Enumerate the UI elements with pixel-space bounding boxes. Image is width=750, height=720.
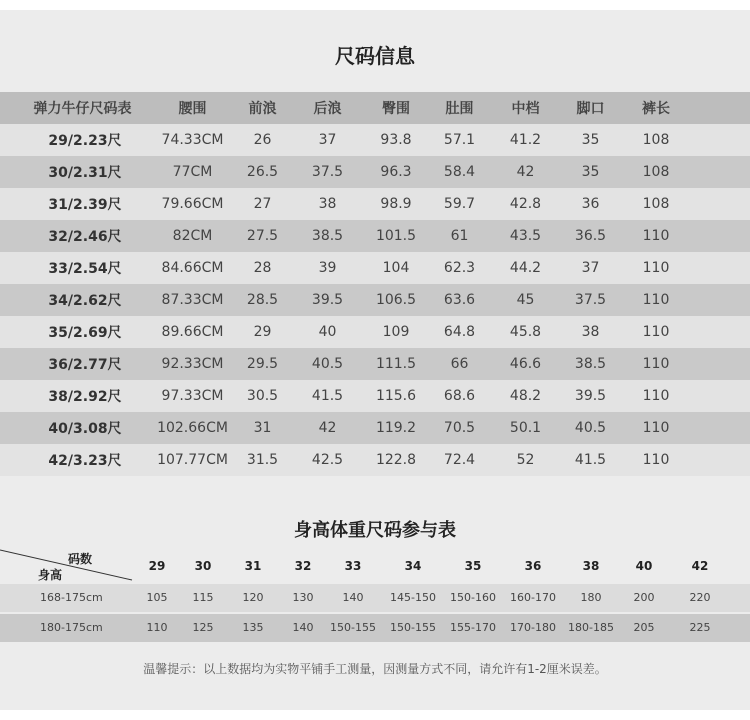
size-column-header: 31	[244, 559, 262, 573]
weight-cell: 145-150	[390, 591, 436, 604]
size-column-header: 36	[524, 559, 542, 573]
measurement-cell: 111.5	[375, 356, 417, 372]
measurement-cell: 29	[253, 324, 272, 340]
measurement-cell: 36	[581, 196, 600, 212]
measurement-cell: 104	[382, 260, 410, 276]
measurement-cell: 106.5	[375, 292, 417, 308]
measurement-cell: 109	[382, 324, 410, 340]
weight-cell: 130	[292, 591, 314, 604]
size-column-header: 34	[404, 559, 422, 573]
measurement-cell: 62.3	[443, 260, 476, 276]
measurement-cell: 38.5	[574, 356, 607, 372]
measurement-cell: 110	[642, 420, 670, 436]
size-column-header: 42	[691, 559, 709, 573]
size-row	[0, 380, 750, 412]
weight-cell: 200	[633, 591, 655, 604]
measurement-cell: 108	[642, 132, 670, 148]
measurement-cell: 68.6	[443, 388, 476, 404]
measurement-cell: 43.5	[509, 228, 542, 244]
measurement-cell: 82CM	[172, 228, 213, 244]
size-label-cell: 38/2.92尺	[48, 389, 122, 405]
measurement-cell: 38	[318, 196, 337, 212]
height-weight-body	[0, 584, 750, 642]
measurement-cell: 46.6	[509, 356, 542, 372]
size-label-cell: 35/2.69尺	[48, 325, 122, 341]
size-column-header: 29	[148, 559, 166, 573]
measurement-cell: 108	[642, 196, 670, 212]
measurement-cell: 101.5	[375, 228, 417, 244]
size-label-cell: 40/3.08尺	[48, 421, 122, 437]
measurement-cell: 38	[581, 324, 600, 340]
measurement-cell: 42	[318, 420, 337, 436]
measurement-cell: 66	[450, 356, 469, 372]
weight-cell: 150-160	[450, 591, 496, 604]
measurement-cell: 92.33CM	[161, 356, 224, 372]
size-row	[0, 188, 750, 220]
size-label-cell: 31/2.39尺	[48, 197, 122, 213]
measurement-cell: 42.5	[311, 452, 344, 468]
weight-cell: 150-155	[330, 621, 376, 634]
measurement-cell: 122.8	[375, 452, 417, 468]
corner-label-height: 身高	[38, 568, 63, 582]
weight-cell: 140	[342, 591, 364, 604]
measurement-cell: 74.33CM	[161, 132, 224, 148]
measurement-cell: 110	[642, 260, 670, 276]
measurement-cell: 77CM	[172, 164, 213, 180]
size-column-header: 40	[635, 559, 653, 573]
measurement-cell: 41.5	[311, 388, 344, 404]
size-label-cell: 32/2.46尺	[48, 229, 122, 245]
measurement-cell: 108	[642, 164, 670, 180]
header-cell: 肚围	[445, 101, 474, 117]
measurement-cell: 37	[581, 260, 600, 276]
measurement-cell: 39	[318, 260, 337, 276]
corner-label-size: 码数	[68, 552, 93, 566]
height-label-cell: 168-175cm	[40, 591, 103, 604]
measurement-cell: 110	[642, 452, 670, 468]
weight-cell: 180-185	[568, 621, 614, 634]
weight-cell: 125	[192, 621, 214, 634]
height-row	[0, 614, 750, 642]
size-column-header: 33	[344, 559, 362, 573]
measurement-cell: 63.6	[443, 292, 476, 308]
weight-cell: 105	[146, 591, 168, 604]
size-table-body	[0, 124, 750, 476]
measurement-cell: 37	[318, 132, 337, 148]
measurement-cell: 87.33CM	[161, 292, 224, 308]
measurement-cell: 57.1	[443, 132, 476, 148]
measurement-cell: 50.1	[509, 420, 542, 436]
size-column-header: 38	[582, 559, 600, 573]
height-label-cell: 180-175cm	[40, 621, 103, 634]
weight-cell: 110	[146, 621, 168, 634]
size-row	[0, 444, 750, 476]
measurement-cell: 107.77CM	[157, 452, 228, 468]
measurement-cell: 28	[253, 260, 272, 276]
size-column-header: 30	[194, 559, 212, 573]
header-cell: 后浪	[313, 101, 342, 117]
measurement-cell: 27	[253, 196, 272, 212]
size-row	[0, 124, 750, 156]
size-row	[0, 156, 750, 188]
size-label-cell: 36/2.77尺	[48, 357, 122, 373]
measurement-cell: 38.5	[311, 228, 344, 244]
weight-cell: 160-170	[510, 591, 556, 604]
measurement-cell: 45	[516, 292, 535, 308]
size-info-title: 尺码信息	[335, 44, 415, 68]
measurement-cell: 41.5	[574, 452, 607, 468]
header-cell: 腰围	[178, 101, 207, 117]
weight-cell: 140	[292, 621, 314, 634]
measurement-cell: 27.5	[246, 228, 279, 244]
size-label-cell: 33/2.54尺	[48, 261, 122, 277]
weight-cell: 170-180	[510, 621, 556, 634]
measurement-cell: 36.5	[574, 228, 607, 244]
measurement-cell: 110	[642, 356, 670, 372]
measurement-cell: 44.2	[509, 260, 542, 276]
size-row	[0, 252, 750, 284]
size-row	[0, 220, 750, 252]
measurement-cell: 59.7	[443, 196, 476, 212]
size-column-header: 35	[464, 559, 482, 573]
size-table	[0, 92, 750, 476]
measurement-cell: 58.4	[443, 164, 476, 180]
measurement-cell: 40.5	[311, 356, 344, 372]
measurement-cell: 26.5	[246, 164, 279, 180]
measurement-cell: 48.2	[509, 388, 542, 404]
measurement-cell: 102.66CM	[157, 420, 228, 436]
header-cell: 中档	[511, 101, 540, 117]
size-row	[0, 284, 750, 316]
measurement-cell: 98.9	[380, 196, 412, 212]
measurement-cell: 45.8	[509, 324, 542, 340]
height-weight-table	[0, 548, 750, 642]
measurement-cell: 72.4	[443, 452, 476, 468]
weight-cell: 205	[633, 621, 655, 634]
measurement-cell: 41.2	[509, 132, 542, 148]
measurement-cell: 30.5	[246, 388, 279, 404]
height-weight-title: 身高体重尺码参与表	[294, 520, 456, 541]
measurement-cell: 39.5	[574, 388, 607, 404]
size-label-cell: 29/2.23尺	[48, 133, 122, 149]
measurement-cell: 70.5	[443, 420, 476, 436]
measurement-cell: 40	[318, 324, 337, 340]
measurement-cell: 119.2	[375, 420, 417, 436]
measurement-cell: 31.5	[246, 452, 279, 468]
measurement-cell: 89.66CM	[161, 324, 224, 340]
measurement-cell: 110	[642, 388, 670, 404]
measurement-cell: 35	[581, 132, 600, 148]
weight-cell: 220	[689, 591, 711, 604]
size-label-cell: 30/2.31尺	[48, 165, 122, 181]
measurement-cell: 97.33CM	[161, 388, 224, 404]
size-label-cell: 34/2.62尺	[48, 293, 122, 309]
measurement-cell: 39.5	[311, 292, 344, 308]
weight-cell: 115	[192, 591, 214, 604]
measurement-cell: 96.3	[380, 164, 412, 180]
measurement-cell: 64.8	[443, 324, 476, 340]
measurement-cell: 110	[642, 228, 670, 244]
size-row	[0, 316, 750, 348]
weight-cell: 225	[689, 621, 711, 634]
measurement-cell: 84.66CM	[161, 260, 224, 276]
height-row	[0, 584, 750, 612]
weight-cell: 120	[242, 591, 264, 604]
header-cell: 前浪	[248, 101, 277, 117]
header-cell: 臀围	[382, 101, 410, 117]
weight-cell: 180	[580, 591, 602, 604]
header-cell: 脚口	[576, 101, 605, 117]
measurement-cell: 37.5	[574, 292, 607, 308]
measurement-cell: 35	[581, 164, 600, 180]
measurement-cell: 37.5	[311, 164, 344, 180]
measurement-cell: 31	[253, 420, 272, 436]
size-table-header	[0, 92, 750, 124]
weight-cell: 135	[242, 621, 264, 634]
measurement-cell: 42	[516, 164, 535, 180]
measurement-cell: 52	[516, 452, 535, 468]
measurement-cell: 79.66CM	[161, 196, 224, 212]
size-row	[0, 412, 750, 444]
measurement-cell: 40.5	[574, 420, 607, 436]
header-cell: 裤长	[642, 101, 670, 117]
measurement-note: 温馨提示：以上数据均为实物平铺手工测量，因测量方式不同，请允许有1-2厘米误差。	[143, 662, 607, 676]
measurement-cell: 42.8	[509, 196, 542, 212]
height-weight-header	[0, 548, 750, 584]
measurement-cell: 61	[450, 228, 469, 244]
size-column-header: 32	[294, 559, 312, 573]
header-cell: 弹力牛仔尺码表	[33, 101, 132, 117]
measurement-cell: 29.5	[246, 356, 279, 372]
measurement-cell: 26	[253, 132, 272, 148]
measurement-cell: 110	[642, 324, 670, 340]
measurement-cell: 28.5	[246, 292, 279, 308]
measurement-cell: 110	[642, 292, 670, 308]
measurement-cell: 115.6	[375, 388, 417, 404]
size-label-cell: 42/3.23尺	[48, 453, 122, 469]
weight-cell: 150-155	[390, 621, 436, 634]
size-row	[0, 348, 750, 380]
weight-cell: 155-170	[450, 621, 496, 634]
measurement-cell: 93.8	[380, 132, 412, 148]
